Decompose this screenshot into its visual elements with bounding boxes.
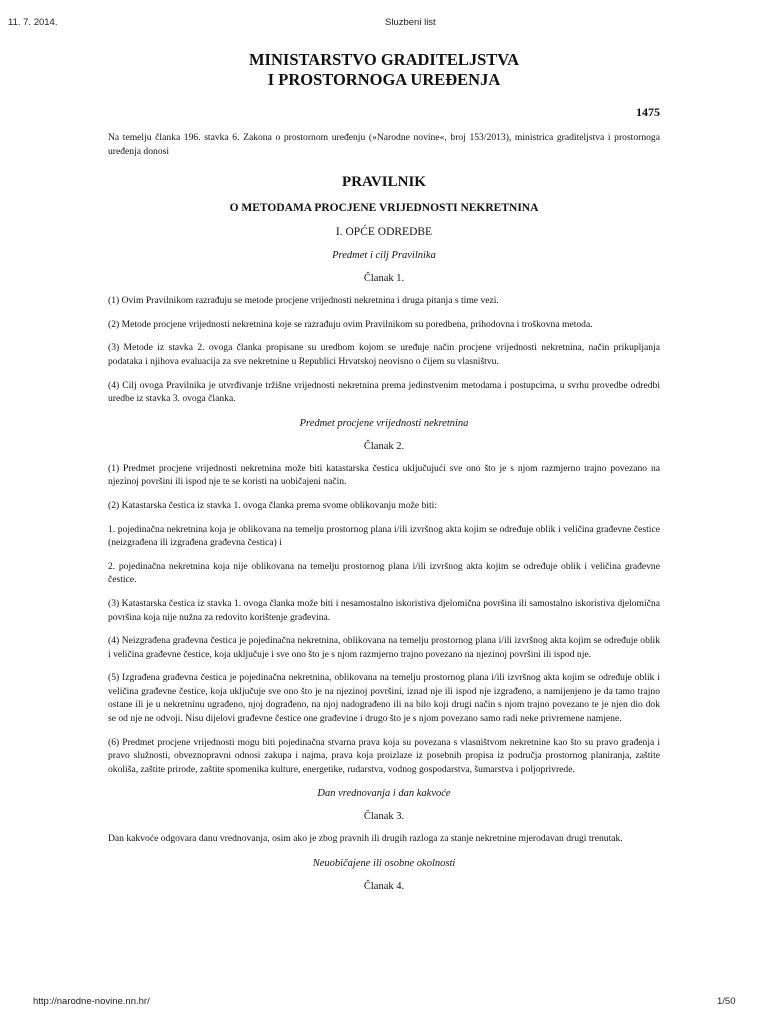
paragraph: (4) Cilj ovoga Pravilnika je utvrđivanje tržišne vrijednosti nekretnina prema jedinstvenim metodama i postupcima, u svrhu provedbe odredbi uredbe iz stavka 3. ovoga članka. bbox=[108, 379, 660, 405]
paragraph: (6) Predmet procjene vrijednosti mogu biti pojedinačna stvarna prava koja su povezana s vlasništvom nekretnine kao što su pravo građenja i pravo služnosti, obveznopravni odnosi zakupa i najma, prava koja proizlaze iz posebnih propisa iz područja prostornog planiranja, zaštite okoliša, zaštite prirode, zaštite spomenika kulture, energetike, rudarstva, vodnog gospodarstva, šumarstva i poljoprivrede. bbox=[108, 736, 660, 775]
paragraph: (5) Izgrađena građevna čestica je pojedinačna nekretnina, oblikovana na temelju prostornog plana i/ili izvršnog akta kojim se određuje oblik i veličina građevne čestice, koja uključuje sve ono što je na njezinoj površini, iznad nje ili ispod nje izgrađeno, a namijenjeno je da tamo trajno ostane ili je u nekretninu ugrađeno, njoj dograđeno, na njoj nadograđeno ili na bilo koji drugi način s njom trajno povezano te je njen dio dok se od nje ne odvoji. Nisu dijelovi građevne čestice one građevine i drugo što je s njom povezano samo radi neke privremene namjene. bbox=[108, 672, 660, 725]
paragraph: (1) Ovim Pravilnikom razrađuju se metode procjene vrijednosti nekretnina i druga pitanja s time vezi. bbox=[108, 295, 499, 307]
paragraph: (2) Katastarska čestica iz stavka 1. ovoga članka prema svome oblikovanju može biti: bbox=[108, 499, 438, 511]
article-heading: Članak 3. bbox=[363, 811, 405, 823]
section-heading: Dan vrednovanja i dan kakvoće bbox=[317, 788, 451, 800]
section-heading: Predmet i cilj Pravilnika bbox=[332, 250, 436, 262]
paragraph: Dan kakvoće odgovara danu vrednovanja, osim ako je zbog pravnih ili drugih razloga za stanje nekretnine mjerodavan drugi trenutak. bbox=[108, 833, 623, 845]
header-title: Sluzbeni list bbox=[385, 17, 436, 28]
article-heading: Članak 2. bbox=[363, 440, 405, 452]
intro-paragraph: Na temelju članka 196. stavka 6. Zakona o prostornom uređenju (»Narodne novine«, broj 153/2013), ministrica graditeljstva i prostornoga uređenja donosi bbox=[108, 132, 660, 157]
paragraph: (1) Predmet procjene vrijednosti nekretnina može biti katastarska čestica uključujući sve ono što je s njom razmjerno trajno povezano na njezinoj površini ili ispod nje te se koristi na uobičajeni način. bbox=[108, 462, 660, 488]
paragraph: (3) Metode iz stavka 2. ovoga članka propisane su uredbom kojom se uređuje način procjene vrijednosti nekretnina, način prikupljanja podataka i njihova evaluacija za sve nekretnine u Republici Hrvatskoj neovisno o čijem su vlasništvu. bbox=[108, 342, 660, 367]
document-title: PRAVILNIK bbox=[342, 174, 426, 191]
section-heading: Predmet procjene vrijednosti nekretnina bbox=[299, 417, 469, 429]
ministry-name-line2: I PROSTORNOGA UREĐENJA bbox=[267, 70, 501, 89]
ministry-name-line1: MINISTARSTVO GRADITELJSTVA bbox=[248, 50, 519, 69]
article-heading: Članak 4. bbox=[363, 881, 405, 893]
article-heading: Članak 1. bbox=[363, 273, 405, 285]
section-heading: Neuobičajene ili osobne okolnosti bbox=[312, 858, 456, 870]
header-date: 11. 7. 2014. bbox=[8, 17, 58, 28]
paragraph: (2) Metode procjene vrijednosti nekretnina koje se razrađuju ovim Pravilnikom su poredbena, prihodovna i troškovna metoda. bbox=[108, 318, 593, 330]
part-heading: I. OPĆE ODREDBE bbox=[335, 226, 433, 239]
paragraph: (4) Neizgrađena građevna čestica je pojedinačna nekretnina, oblikovana na temelju prostornog plana i/ili izvršnog akta kojim se određuje oblik i veličina građevne čestice, koja uključuje i sve ono što je s njom razmjerno trajno povezano na njezinoj površini ili ispod nje. bbox=[108, 635, 660, 660]
page-number: 1/50 bbox=[717, 996, 736, 1007]
paragraph: (3) Katastarska čestica iz stavka 1. ovoga članka može biti i nesamostalno iskoristiva djelomična površina ili samostalno iskoristiva djelomična površina koja nije nužna za redovito korištenje građevina. bbox=[108, 597, 660, 623]
document-body bbox=[108, 50, 660, 892]
gazette-number: 1475 bbox=[636, 105, 660, 119]
document-subtitle: O METODAMA PROCJENE VRIJEDNOSTI NEKRETNINA bbox=[229, 202, 539, 215]
paragraph: 2. pojedinačna nekretnina koja nije oblikovana na temelju prostornog plana i/ili izvršnog akta kojim se određuje oblik i veličina građevne čestice. bbox=[108, 560, 660, 586]
footer-url: http://narodne-novine.nn.hr/ bbox=[33, 996, 150, 1007]
paragraph: 1. pojedinačna nekretnina koja je oblikovana na temelju prostornog plana i/ili izvršnog akta kojim se određuje oblik i veličina građevne čestice (neizgrađena ili izgrađena građevna čestica) i bbox=[108, 523, 660, 549]
